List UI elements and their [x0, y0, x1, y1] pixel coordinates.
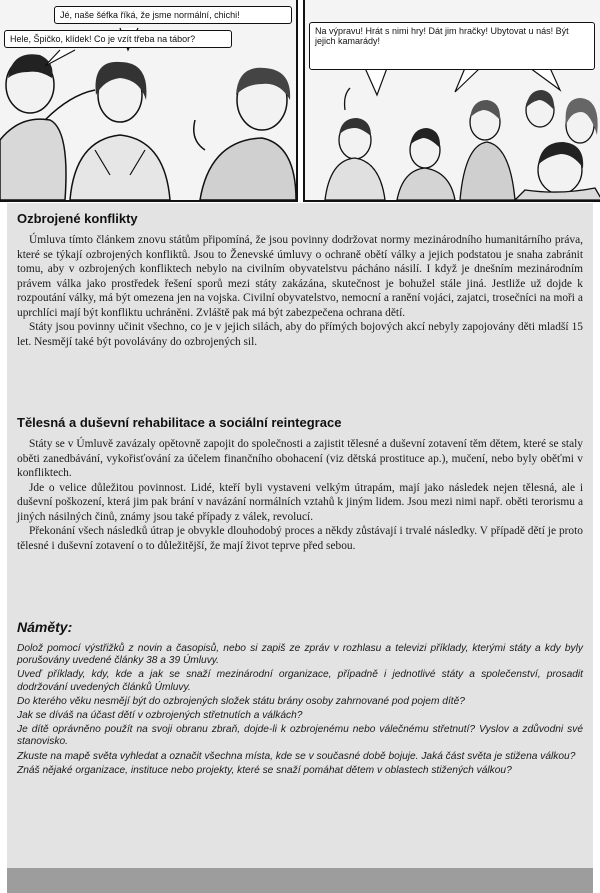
comic-panel-right — [303, 0, 600, 202]
section-title: Náměty: — [17, 619, 73, 635]
section-title: Tělesná a duševní rehabilitace a sociální reintegrace — [17, 415, 342, 430]
paragraph: Státy se v Úmluvě zavázaly opětovně zapojit do společnosti a zajistit tělesné a duševní zotavení těm dětem, které se staly oběti zanedbávání, vykořisťování za účelem finančního obohacení (viz dětská prostituce ap.), mučení, nebo byly oběťmi v konfliktech. — [17, 438, 583, 479]
paragraph: Státy jsou povinny učinit všechno, co je v jejich silách, aby do přímých bojových akcí nebyly zapojovány děti mladší 15 let. Nesmějí také být povolávány do ozbrojených sil. — [17, 321, 583, 348]
bottom-bar — [7, 868, 593, 893]
idea-item: Do kterého věku nesmějí být do ozbrojených složek státu brány osoby zahrnované pod pojem dítě? — [17, 695, 465, 707]
section-title: Ozbrojené konflikty — [17, 211, 138, 226]
article-body — [7, 203, 593, 893]
section-armed-conflicts — [17, 211, 583, 349]
idea-item: Uveď příklady, kdy, kde a jak se snaží mezinárodní organizace, případně i jednotlivé státy a společenství, prosadit dodržování uvedených článků Úmluvy. — [17, 669, 583, 693]
speech-bubble-right: Na výpravu! Hrát s nimi hry! Dát jim hračky! Ubytovat u nás! Být jejich kamarády! — [309, 22, 595, 70]
idea-item: Je dítě oprávněno použít na svoji obranu zbraň, dojde-li k ozbrojenému nebo válečnému střetnutí? Vyslov a zdůvodni své stanovisko. — [17, 724, 583, 748]
paragraph: Úmluva tímto článkem znovu státům připomíná, že jsou povinny dodržovat normy mezinárodního humanitárního práva, které se týkají ozbrojených konfliktů. Jsou to Ženevské úmluvy o ochraně obětí války a jejich podstatou je snaha zabránit tomu, aby v ozbrojených konfliktech nebylo na civilním obyvatelstvu pácháno násilí. I když je dnešním mezinárodním právem válka jako prostředek řešení sporů mezi státy zakázána, skutečnost je bohužel stále jiná. Jestliže už dojde k rozpoutání války, má být omezena jen na vojska. Civilní obyvatelstvo, nemocní a ranění vojáci, zajatci, trosečníci na moři a uprchlíci mají být konfliktu uchráněni. Zvláště pak má být zabezpečena ochrana dětí. — [17, 234, 583, 319]
comic-panel-left — [0, 0, 298, 202]
paragraph: Překonání všech následků útrap je obvykle dlouhodobý proces a někdy zůstávají i trvalé následky. V případě dětí je proto tělesné i duševní zotavení o to důležitější, že mají život teprve před sebou. — [17, 525, 583, 552]
section-rehabilitation — [17, 415, 583, 553]
paragraph: Jde o velice důležitou povinnost. Lidé, kteří byli vystaveni velkým útrapám, mají jako následek nejen tělesná, ale i duševní poškození, která jim pak brání v navázání normálních vztahů k jiným lidem. Jsou mezi nimi např. oběti terorismu a jiných násilných činů, známy jsou také případy z válek, revolucí. — [17, 481, 583, 523]
speech-bubble-top: Jé, naše šéfka říká, že jsme normální, chichi! — [54, 6, 292, 24]
speech-bubble-left: Hele, Špičko, klídek! Co je vzít třeba na tábor? — [4, 30, 232, 48]
section-ideas — [17, 619, 583, 779]
idea-item: Dolož pomocí výstřižků z novin a časopisů, nebo si zapiš ze zpráv v rozhlasu a televizi příklady, kterými státy a kdy byly porušovány uvedené články 38 a 39 Úmluvy. — [17, 643, 583, 667]
idea-item: Znáš nějaké organizace, instituce nebo projekty, které se snaží pomáhat dětem v oblastech stižených válkou? — [17, 764, 512, 776]
idea-item: Jak se díváš na účast dětí v ozbrojených střetnutích a válkách? — [17, 710, 303, 722]
idea-item: Zkuste na mapě světa vyhledat a označit všechna místa, kde se v současné době bojuje. Jaká část světa je stižena válkou? — [17, 750, 576, 762]
